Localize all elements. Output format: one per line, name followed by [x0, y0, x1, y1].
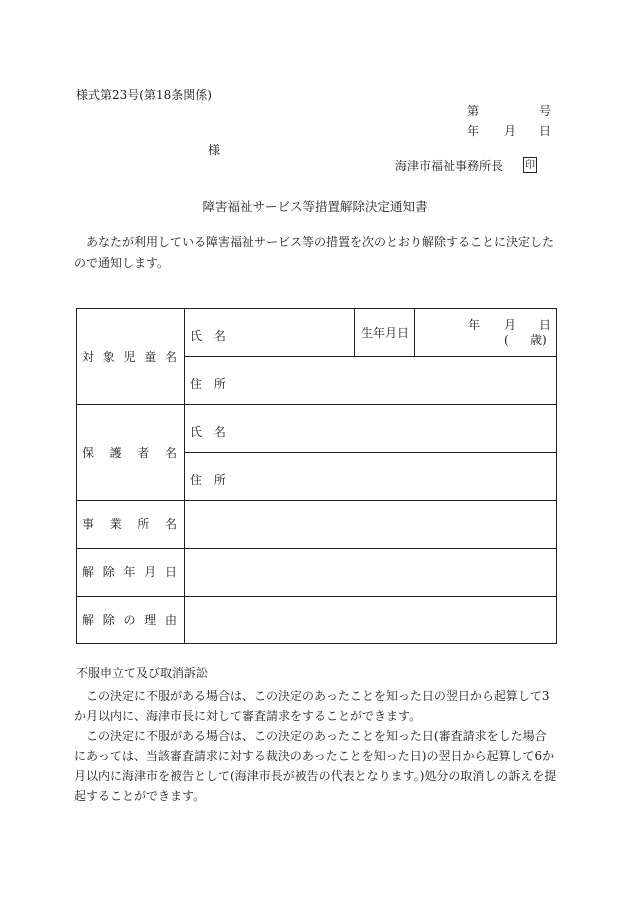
- child-name-label: 氏 名: [190, 329, 226, 343]
- guardian-address-label: 住 所: [190, 473, 226, 487]
- cancel-date-header: 解除年月日: [82, 565, 177, 579]
- seal-mark: 印: [523, 157, 537, 173]
- cancel-reason-header: 解除の理由: [82, 613, 177, 627]
- form-number-label: 様式第23号(第18条関係): [76, 88, 212, 102]
- business-name-header: 事業所名: [82, 517, 177, 531]
- age-label: 歳): [530, 333, 547, 347]
- appeal-paragraph-2: この決定に不服がある場合は、この決定のあったことを知った日(審査請求をした場合にあっては、当該審査請求に対する裁決のあったことを知った日)の翌日から起算して6か月以内に海津市を被告として(海津市長が被告の代表となります。)処分の取消しの訴えを提起することができます。: [74, 729, 557, 803]
- birth-month: 月: [504, 318, 517, 332]
- birth-day: 日: [539, 318, 552, 332]
- appeal-heading: 不服申立て及び取消訴訟: [76, 666, 209, 680]
- guardian-name-header: 保護者名: [82, 446, 177, 460]
- date-month: 月: [504, 124, 517, 138]
- number-prefix: 第: [467, 104, 480, 118]
- child-name-header: 対象児童名: [82, 350, 177, 364]
- birth-year: 年: [468, 318, 481, 332]
- appeal-paragraph-1: この決定に不服がある場合は、この決定のあったことを知った日の翌日から起算して3か月以内に、海津市長に対して審査請求をすることができます。: [74, 689, 550, 723]
- appeal-text: [74, 686, 558, 806]
- issuer-name: 海津市福祉事務所長: [395, 159, 504, 173]
- birth-date-label: 生年月日: [361, 326, 410, 340]
- intro-paragraph: あなたが利用している障害福祉サービス等の措置を次のとおり解除することに決定したので通知します。: [74, 235, 555, 270]
- date-year: 年: [467, 124, 480, 138]
- age-open-paren: (: [504, 333, 509, 347]
- guardian-name-label: 氏 名: [190, 425, 226, 439]
- number-suffix: 号: [539, 104, 552, 118]
- child-address-label: 住 所: [190, 377, 226, 391]
- document-title: 障害福祉サービス等措置解除決定通知書: [202, 199, 428, 214]
- date-day: 日: [539, 124, 552, 138]
- addressee-suffix: 様: [208, 143, 221, 157]
